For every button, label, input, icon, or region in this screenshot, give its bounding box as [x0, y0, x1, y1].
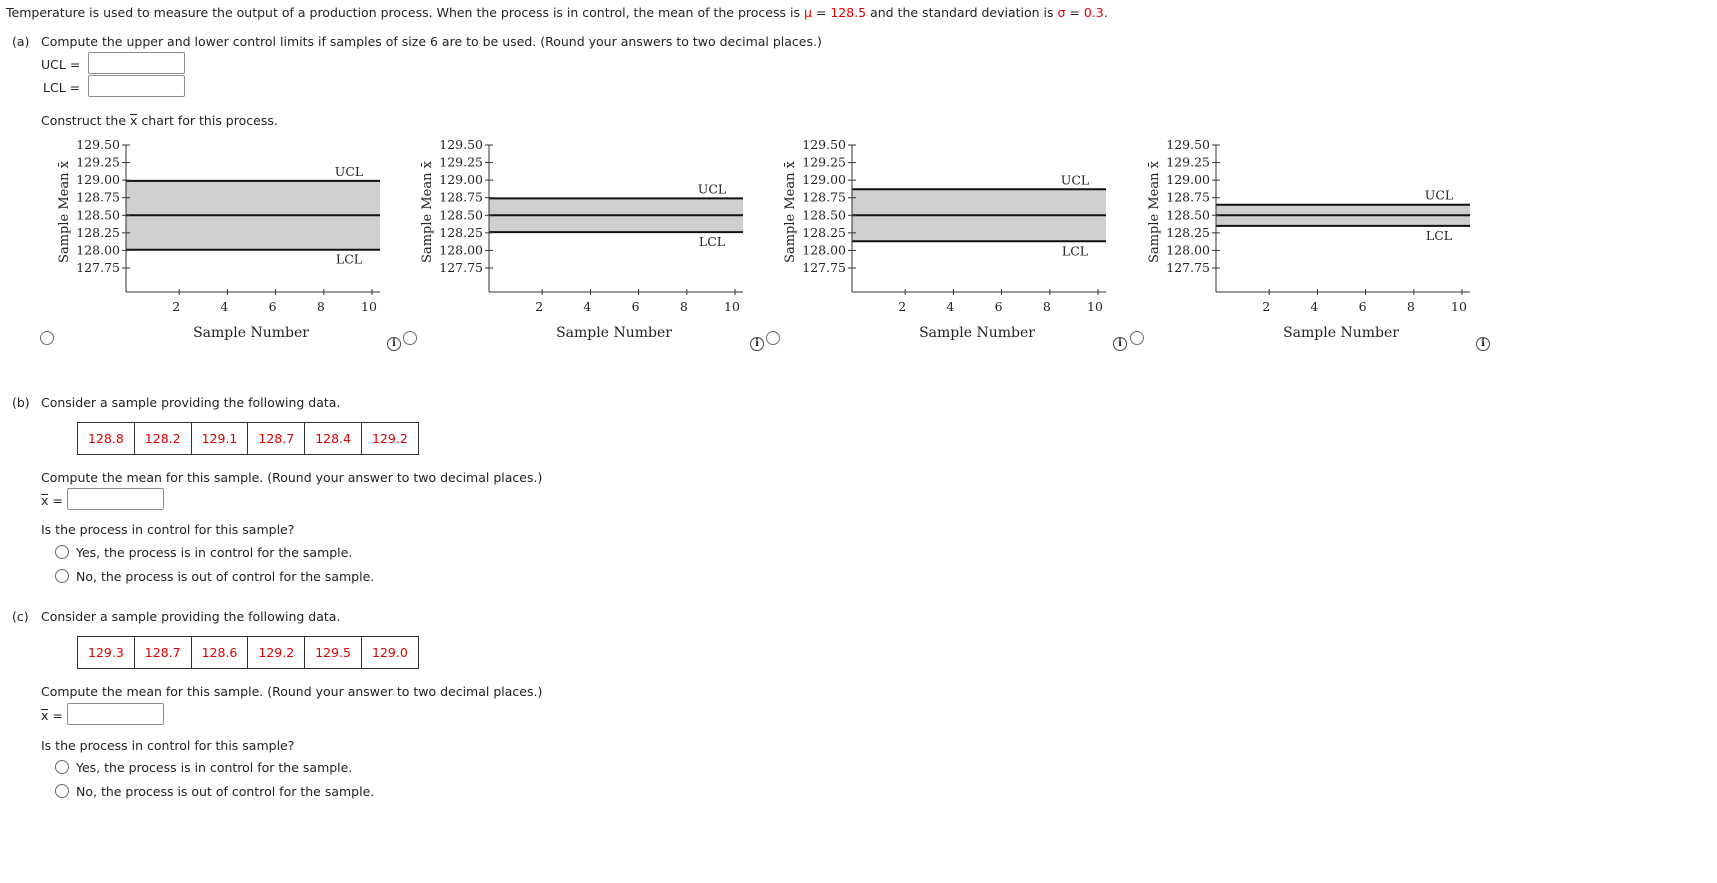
- x-tick-label: 2: [898, 299, 907, 314]
- y-tick-label: 128.25: [76, 224, 120, 240]
- info-icon[interactable]: i: [750, 337, 764, 351]
- ucl-label: UCL: [1060, 172, 1090, 188]
- info-icon[interactable]: i: [1113, 337, 1127, 351]
- data-cell: 128.7: [248, 423, 305, 455]
- radio-button[interactable]: [55, 569, 69, 583]
- data-cell: 129.5: [305, 637, 362, 669]
- y-tick-label: 128.75: [439, 189, 483, 205]
- intro-eq-2: =: [1065, 5, 1084, 20]
- part-c-xbar-label: [41, 708, 63, 723]
- y-tick-label: 127.75: [76, 260, 120, 275]
- y-tick-label: 129.25: [802, 154, 846, 170]
- y-tick-label: 128.75: [802, 189, 846, 205]
- part-a-text: Compute the upper and lower control limits if samples of size 6 are to be used. (Round your answers to two decimal places.): [41, 34, 822, 49]
- y-tick-label: 129.25: [76, 154, 120, 170]
- construct-xbar: x: [130, 113, 138, 128]
- intro-mid: and the standard deviation is: [866, 5, 1058, 20]
- part-b-text: Consider a sample providing the following data.: [41, 395, 341, 410]
- y-tick-label: 128.50: [1166, 207, 1210, 223]
- y-axis-label: Sample Mean x̄: [1147, 161, 1162, 263]
- mu-symbol: μ: [803, 5, 812, 20]
- x-tick-label: 8: [1042, 299, 1051, 314]
- x-tick-label: 10: [361, 299, 377, 314]
- y-tick-label: 127.75: [802, 260, 846, 275]
- y-axis-label: Sample Mean x̄: [783, 161, 798, 263]
- part-c-data-table: [77, 636, 419, 669]
- y-tick-label: 128.25: [1166, 224, 1210, 240]
- y-tick-label: 128.00: [802, 242, 846, 258]
- lcl-label: LCL: [1425, 227, 1453, 243]
- y-tick-label: 127.75: [439, 260, 483, 275]
- intro-end: .: [1103, 5, 1108, 20]
- x-tick-label: 8: [316, 299, 325, 314]
- radio-button[interactable]: [55, 760, 69, 774]
- data-cell: 129.2: [361, 423, 418, 455]
- y-tick-label: 128.50: [76, 207, 120, 223]
- lcl-label: LCL =: [43, 80, 81, 95]
- radio-button[interactable]: [55, 784, 69, 798]
- x-axis-label: Sample Number: [556, 325, 672, 341]
- data-cell: 129.3: [78, 637, 135, 669]
- part-b-data-table: [77, 422, 419, 455]
- option-label: Yes, the process is in control for the sample.: [76, 545, 353, 560]
- y-tick-label: 128.25: [439, 224, 483, 240]
- x-tick-label: 4: [583, 299, 592, 314]
- data-cell: 129.0: [361, 637, 418, 669]
- x-tick-label: 10: [1087, 299, 1103, 314]
- part-b-mean-input[interactable]: [67, 488, 164, 510]
- y-tick-label: 128.50: [439, 207, 483, 223]
- chart-option-radio-4[interactable]: [1130, 331, 1144, 345]
- y-tick-label: 129.00: [1166, 172, 1210, 188]
- y-tick-label: 128.00: [76, 242, 120, 258]
- y-tick-label: 129.50: [802, 137, 846, 152]
- construct-suffix: chart for this process.: [137, 113, 278, 128]
- x-tick-label: 10: [1451, 299, 1467, 314]
- intro-eq: =: [811, 5, 831, 20]
- part-b-label: (b): [12, 395, 30, 410]
- chart-option-radio-3[interactable]: [766, 331, 780, 345]
- intro-text: Temperature is used to measure the output of a production process. When the process is in control, the mean of the process is: [6, 5, 804, 20]
- data-cell: 128.2: [134, 423, 191, 455]
- xbar-symbol: x: [41, 493, 49, 508]
- y-tick-label: 129.50: [76, 137, 120, 152]
- part-b-xbar-label: [41, 493, 63, 508]
- y-tick-label: 129.25: [439, 154, 483, 170]
- y-axis-label: Sample Mean x̄: [57, 161, 72, 263]
- sigma-symbol: σ: [1057, 5, 1066, 20]
- part-c-mean-input[interactable]: [67, 703, 164, 725]
- part-c-label: (c): [12, 609, 29, 624]
- x-axis-label: Sample Number: [1283, 325, 1399, 341]
- x-tick-label: 6: [994, 299, 1003, 314]
- y-tick-label: 129.50: [1166, 137, 1210, 152]
- xbar-symbol: x: [41, 708, 49, 723]
- x-tick-label: 6: [631, 299, 640, 314]
- x-tick-label: 4: [220, 299, 229, 314]
- y-tick-label: 129.25: [1166, 154, 1210, 170]
- radio-button[interactable]: [55, 545, 69, 559]
- x-tick-label: 8: [1406, 299, 1415, 314]
- y-tick-label: 128.00: [1166, 242, 1210, 258]
- x-axis-label: Sample Number: [193, 325, 309, 341]
- y-tick-label: 128.25: [802, 224, 846, 240]
- part-c-compute-text: Compute the mean for this sample. (Round your answer to two decimal places.): [41, 684, 543, 699]
- mu-value: 128.5: [830, 5, 867, 20]
- chart-option-radio-2[interactable]: [403, 331, 417, 345]
- data-cell: 128.6: [191, 637, 248, 669]
- x-tick-label: 2: [172, 299, 181, 314]
- lcl-label: LCL: [335, 251, 363, 267]
- part-c-question: Is the process in control for this sample?: [41, 738, 295, 753]
- data-cell: 128.7: [134, 637, 191, 669]
- y-tick-label: 129.00: [439, 172, 483, 188]
- xbar-eq: =: [48, 708, 63, 723]
- x-tick-label: 2: [1262, 299, 1271, 314]
- x-tick-label: 8: [679, 299, 688, 314]
- x-tick-label: 6: [268, 299, 277, 314]
- construct-prefix: Construct the: [41, 113, 131, 128]
- x-axis-label: Sample Number: [919, 325, 1035, 341]
- part-a-label: (a): [12, 34, 30, 49]
- data-cell: 129.2: [248, 637, 305, 669]
- data-cell: 129.1: [191, 423, 248, 455]
- y-tick-label: 128.75: [1166, 189, 1210, 205]
- y-tick-label: 128.75: [76, 189, 120, 205]
- y-tick-label: 129.00: [76, 172, 120, 188]
- option-label: No, the process is out of control for the sample.: [76, 784, 375, 799]
- lcl-label: LCL: [698, 234, 726, 250]
- info-icon[interactable]: i: [1476, 337, 1490, 351]
- x-tick-label: 10: [724, 299, 740, 314]
- option-label: No, the process is out of control for the sample.: [76, 569, 375, 584]
- ucl-label: UCL: [1424, 187, 1454, 203]
- x-tick-label: 2: [535, 299, 544, 314]
- ucl-label: UCL =: [41, 57, 81, 72]
- xbar-eq: =: [48, 493, 63, 508]
- y-tick-label: 127.75: [1166, 260, 1210, 275]
- ucl-label: UCL: [697, 181, 727, 197]
- y-tick-label: 129.50: [439, 137, 483, 152]
- x-tick-label: 4: [946, 299, 955, 314]
- y-tick-label: 129.00: [802, 172, 846, 188]
- info-icon[interactable]: i: [387, 337, 401, 351]
- sigma-value: 0.3: [1083, 5, 1104, 20]
- y-tick-label: 128.50: [802, 207, 846, 223]
- part-c-text: Consider a sample providing the following data.: [41, 609, 341, 624]
- x-tick-label: 6: [1358, 299, 1367, 314]
- lcl-label: LCL: [1061, 243, 1089, 259]
- data-cell: 128.4: [305, 423, 362, 455]
- part-b-compute-text: Compute the mean for this sample. (Round your answer to two decimal places.): [41, 470, 543, 485]
- ucl-label: UCL: [334, 163, 364, 179]
- part-b-question: Is the process in control for this sample?: [41, 522, 295, 537]
- data-cell: 128.8: [78, 423, 135, 455]
- x-tick-label: 4: [1310, 299, 1319, 314]
- y-tick-label: 128.00: [439, 242, 483, 258]
- y-axis-label: Sample Mean x̄: [420, 161, 435, 263]
- option-label: Yes, the process is in control for the sample.: [76, 760, 353, 775]
